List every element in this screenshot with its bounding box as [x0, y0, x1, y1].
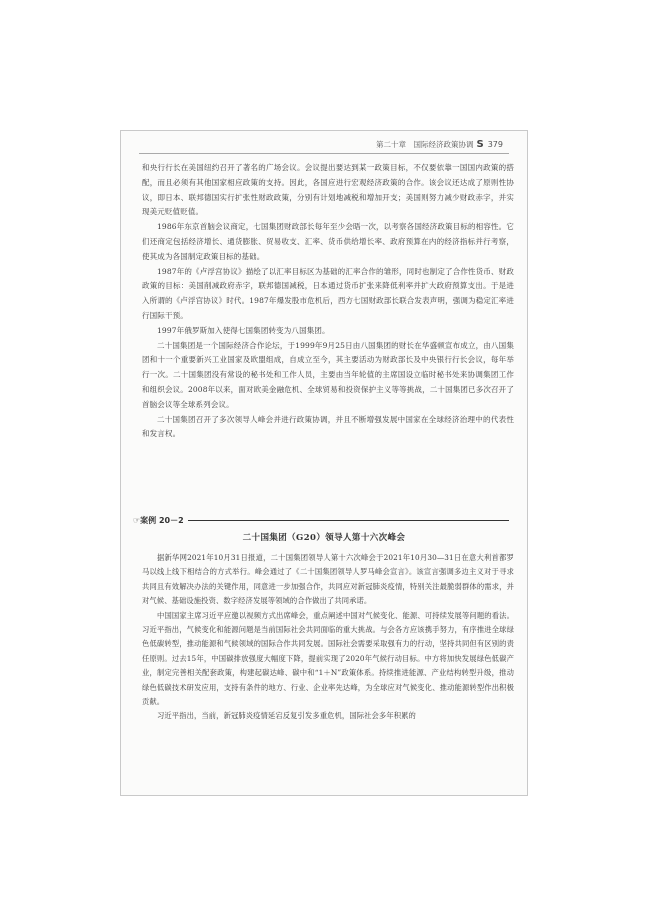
book-page: [120, 130, 528, 796]
case-divider: [188, 520, 509, 521]
chapter-title: 第二十章 国际经济政策协调: [376, 139, 474, 149]
paragraph: 二十国集团召开了多次领导人峰会并进行政策协调，并且不断增强发展中国家在全球经济治理中的代表性和发言权。: [142, 414, 514, 439]
chapter-mark-icon: S: [476, 138, 484, 150]
paragraph: 1986年东京首脑会议商定，七国集团财政部长每年至少会晤一次，以考察各国经济政策目标的相容性。它们还商定包括经济增长、通货膨胀、贸易收支、汇率、货币供给增长率、政府预算在内的经济指标并行考察，使其成为各国制定政策目标的基础。: [142, 222, 514, 261]
paragraph: 1987年的《卢浮宫协议》描绘了以汇率目标区为基础的汇率合作的雏形，同时也制定了合作性货币、财政政策的目标：美国削减政府赤字，联邦德国减税，日本通过货币扩张来降低利率并扩大政府预算支出。于是进入所谓的《卢浮宫协议》时代。1987年爆发股市危机后，西方七国财政部长联合发表声明，强调为稳定汇率进行国际干预。: [142, 266, 514, 320]
page-header: [376, 137, 503, 151]
case-heading: [133, 513, 509, 527]
paragraph: 和央行行长在美国纽约召开了著名的广场会议。会议提出要达到某一政策目标，不仅要依靠一国国内政策的搭配，而且必须有其他国家相应政策的支持。因此，各国应进行宏观经济政策的合作。该会议还达成了原则性协议，即日本、联邦德国实行扩张性财政政策，分别有计划地减税和增加开支；美国则努力减少财政赤字，并实现美元贬值贬值。: [142, 163, 514, 217]
page-number: 379: [487, 139, 503, 149]
case-paragraph: 习近平指出，当前，新冠肺炎疫情延宕反复引发多重危机，国际社会多年积累的: [157, 711, 416, 721]
paragraph: 二十国集团是一个国际经济合作论坛，于1999年9月25日由八国集团的财长在华盛顿宣布成立，由八国集团和十一个重要新兴工业国家及欧盟组成，自成立至今，其主要活动为财政部长及中央银行行长会议，每年举行一次。二十国集团没有常设的秘书处和工作人员，主要由当年轮值的主席国设立临时秘书处来协调集团工作和组织会议。2008年以来，面对欧美金融危机、全球贸易和投资保护主义等等挑战，二十国集团已多次召开了首脑会议等全球系列会议。: [142, 340, 514, 409]
main-text: [142, 161, 514, 442]
case-title: 二十国集团（G20）领导人第十六次峰会: [242, 533, 406, 543]
case-paragraph: 据新华网2021年10月31日报道，二十国集团领导人第十六次峰会于2021年10月30—31日在意大利首都罗马以线上线下相结合的方式举行。峰会通过了《二十国集团领导人罗马峰会宣言》。该宣言强调多边主义对于寻求共同且有效解决办法的关键作用，同意进一步加强合作，共同应对新冠肺炎疫情，特别关注最脆弱群体的需求，并对气候、基础设施投资、数字经济发展等领域的合作做出了共同承诺。: [142, 553, 514, 606]
header-divider: [139, 153, 509, 154]
case-paragraph: 中国国家主席习近平应邀以视频方式出席峰会，重点阐述中国对气候变化、能源、可持续发展等问题的看法。习近平指出，气候变化和能源问题是当前国际社会共同面临的重大挑战。与会各方应该携手努力，有序推进全球绿色低碳转型，推动能源和气候领域的国际合作共同发展。国际社会需要采取强有力的行动，坚持共同但有区别的责任原则。过去15年，中国碳排放强度大幅度下降，提前实现了2020年气候行动目标。中方将加快发展绿色低碳产业，制定完善相关配套政策，构建起碳达峰、碳中和“1＋N”政策体系。持续推进能源、产业结构转型升级，推动绿色低碳技术研发应用，支持有条件的地方、行业、企业率先达峰，为全球应对气候变化、推动能源转型作出积极贡献。: [142, 610, 514, 707]
case-label: ☞案例 20－2: [133, 515, 184, 525]
paragraph: 1997年俄罗斯加入使得七国集团转变为八国集团。: [157, 325, 330, 335]
case-text: [142, 551, 514, 724]
